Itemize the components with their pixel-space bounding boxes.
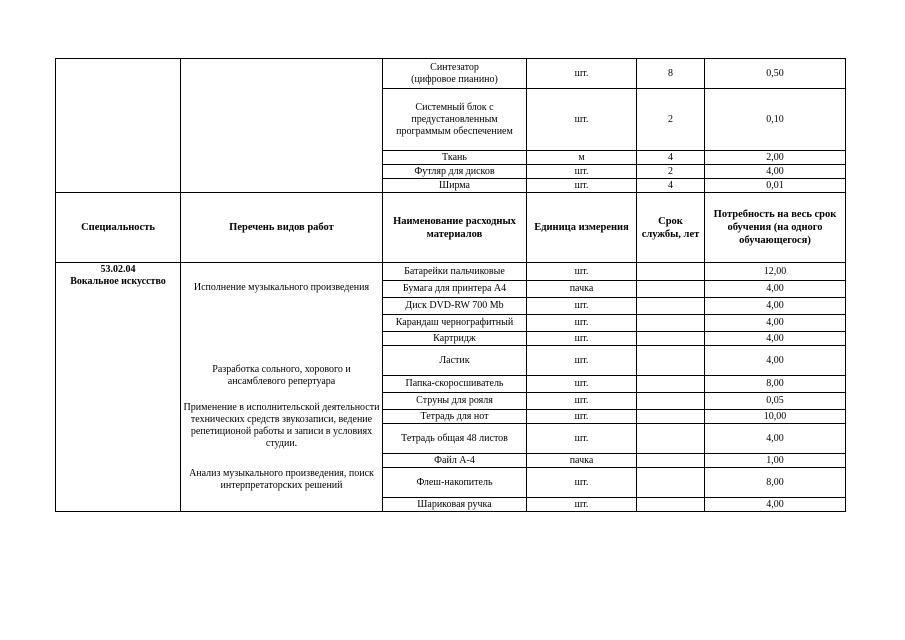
material-need: 4,00 — [705, 424, 846, 454]
material-name: Флеш-накопитель — [383, 468, 527, 498]
material-unit: шт. — [527, 315, 637, 332]
material-unit: шт. — [527, 346, 637, 376]
material-term — [637, 281, 705, 298]
material-name: Бумага для принтера А4 — [383, 281, 527, 298]
material-unit: пачка — [527, 281, 637, 298]
table-row — [56, 59, 846, 89]
table-row — [56, 263, 846, 281]
material-unit: шт. — [527, 393, 637, 410]
material-need: 0,01 — [705, 179, 846, 193]
material-term — [637, 424, 705, 454]
material-term — [637, 376, 705, 393]
material-name: Тетрадь общая 48 листов — [383, 424, 527, 454]
material-unit: шт. — [527, 89, 637, 151]
material-need: 0,50 — [705, 59, 846, 89]
material-term — [637, 468, 705, 498]
materials-table — [55, 58, 846, 512]
material-unit: шт. — [527, 410, 637, 424]
material-name: Тетрадь для нот — [383, 410, 527, 424]
header-unit: Единица измерения — [527, 193, 637, 263]
material-name: Шариковая ручка — [383, 498, 527, 512]
specialty-name: Вокальное искусство — [70, 276, 166, 287]
work-item: Применение в исполнительской деятельности технических средств звукозаписи, ведение репетиционой работы и записи в условиях студии. — [183, 402, 380, 449]
table-header-row — [56, 193, 846, 263]
material-name: Футляр для дисков — [383, 165, 527, 179]
material-unit: шт. — [527, 376, 637, 393]
material-term — [637, 315, 705, 332]
material-name: Карандаш чернографитный — [383, 315, 527, 332]
material-name: Струны для рояля — [383, 393, 527, 410]
material-unit: пачка — [527, 454, 637, 468]
material-need: 4,00 — [705, 315, 846, 332]
work-item: Исполнение музыкального произведения — [193, 282, 370, 293]
material-unit: шт. — [527, 298, 637, 315]
material-name: Ткань — [383, 151, 527, 165]
material-term — [637, 498, 705, 512]
material-name: Диск DVD-RW 700 Mb — [383, 298, 527, 315]
material-name: Системный блок с предустановленным программым обеспечением — [383, 89, 527, 151]
material-need: 4,00 — [705, 498, 846, 512]
header-term: Срок службы, лет — [637, 193, 705, 263]
material-need: 4,00 — [705, 281, 846, 298]
material-name: Картридж — [383, 332, 527, 346]
header-need: Потребность на весь срок обучения (на одного обучающегося) — [705, 193, 846, 263]
material-name: Батарейки пальчиковые — [383, 263, 527, 281]
work-item: Разработка сольного, хорового и ансамблевого репертуара — [212, 364, 351, 387]
material-need: 4,00 — [705, 346, 846, 376]
material-unit: шт. — [527, 179, 637, 193]
material-need: 4,00 — [705, 298, 846, 315]
material-term — [637, 298, 705, 315]
material-unit: шт. — [527, 424, 637, 454]
material-unit: шт. — [527, 263, 637, 281]
material-unit: шт. — [527, 498, 637, 512]
material-term: 2 — [637, 165, 705, 179]
material-term — [637, 346, 705, 376]
material-term: 4 — [637, 151, 705, 165]
work-item: Анализ музыкального произведения, поиск интерпретаторских решений — [189, 468, 374, 491]
empty-works-cell — [181, 59, 383, 193]
material-need: 8,00 — [705, 468, 846, 498]
header-specialty: Специальность — [56, 193, 181, 263]
material-unit: шт. — [527, 468, 637, 498]
material-need: 0,05 — [705, 393, 846, 410]
material-term — [637, 410, 705, 424]
works-cell — [181, 263, 383, 512]
header-material: Наименование расходных материалов — [383, 193, 527, 263]
material-unit: шт. — [527, 59, 637, 89]
material-term: 8 — [637, 59, 705, 89]
material-name: Ширма — [383, 179, 527, 193]
material-unit: м — [527, 151, 637, 165]
specialty-cell — [56, 263, 181, 512]
material-term — [637, 263, 705, 281]
material-name: Ластик — [383, 346, 527, 376]
material-term: 4 — [637, 179, 705, 193]
material-name: Папка-скоросшиватель — [383, 376, 527, 393]
material-unit: шт. — [527, 332, 637, 346]
material-term: 2 — [637, 89, 705, 151]
material-unit: шт. — [527, 165, 637, 179]
material-name: Файл А-4 — [383, 454, 527, 468]
material-need: 2,00 — [705, 151, 846, 165]
material-need: 12,00 — [705, 263, 846, 281]
material-need: 8,00 — [705, 376, 846, 393]
material-need: 4,00 — [705, 165, 846, 179]
empty-specialty-cell — [56, 59, 181, 193]
material-need: 4,00 — [705, 332, 846, 346]
material-term — [637, 332, 705, 346]
specialty-code: 53.02.04 — [100, 264, 136, 275]
material-need: 10,00 — [705, 410, 846, 424]
material-name: Синтезатор (цифровое пианино) — [383, 59, 527, 89]
material-need: 1,00 — [705, 454, 846, 468]
material-term — [637, 454, 705, 468]
material-term — [637, 393, 705, 410]
header-works: Перечень видов работ — [181, 193, 383, 263]
material-need: 0,10 — [705, 89, 846, 151]
